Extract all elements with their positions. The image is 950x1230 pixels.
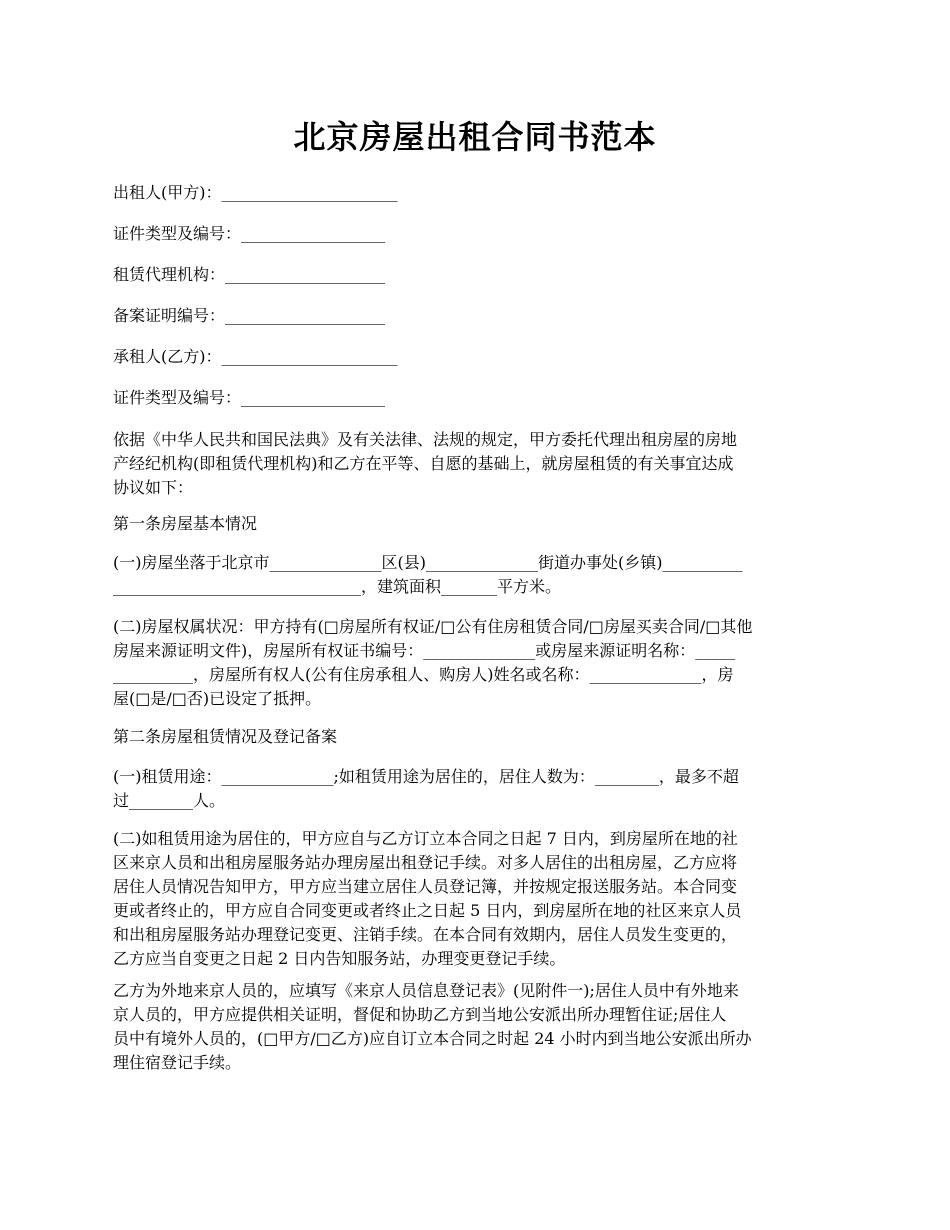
intro-paragraph: 依据《中华人民共和国民法典》及有关法律、法规的规定，甲方委托代理出租房屋的房地 产经纪机构(即租赁代理机构)和乙方在平等、自愿的基础上，就房屋租赁的有关事宜达成 协议如下： (113, 430, 738, 497)
article2-item3: 乙方为外地来京人员的，应填写《来京人员信息登记表》(见附件一);居住人员中有外地来 京人员的，甲方应提供相关证明，督促和协助乙方到当地公安派出所办理暂住证;居住人 员中有境外人员的，(□甲方/□乙方)应自订立本合同之时起 24 小时内到当地公安派出所办 理住宿登记手续。 (113, 981, 752, 1072)
article1-item2: (二)房屋权属状况：甲方持有(□房屋所有权证/□公有住房租赁合同/□房屋买卖合同/□其他 房屋来源证明文件)，房屋所有权证书编号：______________或房屋来源证明名称：_____ __________，房屋所有权人(公有住房承租人、购房人)姓名或名称：______________，房 屋(□是/□否)已设定了抵押。 (113, 617, 753, 708)
lessee-field: 承租人(乙方)：______________________ (113, 347, 398, 366)
article2-item2: (二)如租赁用途为居住的，甲方应自与乙方订立本合同之日起 7 日内，到房屋所在地的社 区来京人员和出租房屋服务站办理房屋出租登记手续。对多人居住的出租房屋，乙方应将 居住人员情况告知甲方，甲方应当建立居住人员登记簿，并按规定报送服务站。本合同变 更或者终止的，甲方应自合同变更或者终止之日起 5 日内，到房屋所在地的社区来京人员 和出租房屋服务站办理登记变更、注销手续。在本合同有效期内，居住人员发生变更的， 乙方应当自变更之日起 2 日内告知服务站，办理变更登记手续。 (113, 829, 742, 968)
lessor-field: 出租人(甲方)：______________________ (113, 183, 398, 202)
document-title: 北京房屋出租合同书范本 (293, 118, 657, 156)
lessee-id-field: 证件类型及编号：__________________ (113, 388, 386, 407)
article2-heading: 第二条房屋租赁情况及登记备案 (113, 727, 338, 746)
lessor-id-field: 证件类型及编号：__________________ (113, 224, 386, 243)
article1-item1: (一)房屋坐落于北京市______________区(县)______________街道办事处(乡镇)__________ _______________________________，建筑面积_______平方米。 (113, 553, 743, 596)
agency-field: 租赁代理机构：____________________ (113, 265, 386, 284)
article1-heading: 第一条房屋基本情况 (113, 514, 258, 533)
filing-number-field: 备案证明编号：____________________ (113, 306, 386, 325)
article2-item1: (一)租赁用途：______________;如租赁用途为居住的，居住人数为：________，最多不超 过________人。 (113, 767, 739, 810)
